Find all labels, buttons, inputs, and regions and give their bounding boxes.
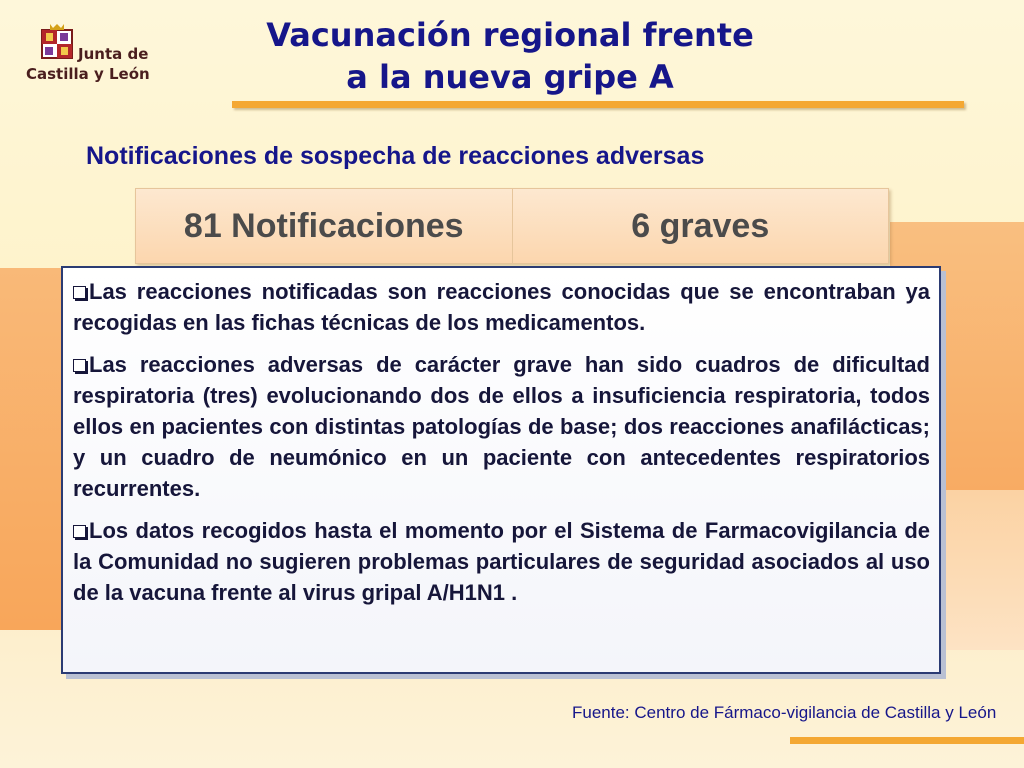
background-band-right-lower bbox=[940, 490, 1024, 650]
checkbox-bullet-icon bbox=[73, 359, 86, 372]
source-footer: Fuente: Centro de Fármaco-vigilancia de Castilla y León bbox=[572, 703, 997, 722]
footer-rule bbox=[790, 737, 1024, 744]
title-underline bbox=[232, 101, 964, 108]
stats-table bbox=[135, 188, 889, 264]
checkbox-bullet-icon bbox=[73, 286, 86, 299]
paragraph-1 bbox=[73, 276, 930, 338]
stat-serious: 6 graves bbox=[512, 189, 889, 263]
paragraph-text: Las reacciones notificadas son reacciones conocidas que se encontraban ya recogidas en las fichas técnicas de los medicamentos. bbox=[73, 279, 930, 335]
paragraph-3 bbox=[73, 515, 930, 608]
slide-title-line-1: Vacunación regional frente bbox=[266, 16, 754, 54]
checkbox-bullet-icon bbox=[73, 525, 86, 538]
paragraph-2 bbox=[73, 349, 930, 504]
slide-subtitle: Notificaciones de sospecha de reacciones adversas bbox=[86, 142, 705, 170]
logo-line-1: Junta de bbox=[78, 45, 149, 63]
content-box bbox=[61, 266, 941, 674]
stat-notifications: 81 Notificaciones bbox=[136, 189, 512, 263]
junta-logo bbox=[22, 18, 152, 98]
logo-text bbox=[22, 45, 162, 84]
paragraph-text: Las reacciones adversas de carácter grave han sido cuadros de dificultad respiratoria (tres) evolucionando dos de ellos a insuficiencia respiratoria, todos ellos en pacientes con distintas patologías de base; dos reacciones anafilácticas; y un cuadro de neumónico en un paciente con antecedentes respiratorios recurrentes. bbox=[73, 352, 930, 501]
slide-title-line-2: a la nueva gripe A bbox=[346, 58, 674, 96]
slide-title bbox=[150, 14, 870, 98]
paragraph-text: Los datos recogidos hasta el momento por el Sistema de Farmacovigilancia de la Comunidad no sugieren problemas particulares de seguridad asociados al uso de la vacuna frente al virus gripal A/H1N1 . bbox=[73, 518, 930, 605]
background-band-left bbox=[0, 268, 62, 630]
logo-line-2: Castilla y León bbox=[26, 65, 150, 83]
